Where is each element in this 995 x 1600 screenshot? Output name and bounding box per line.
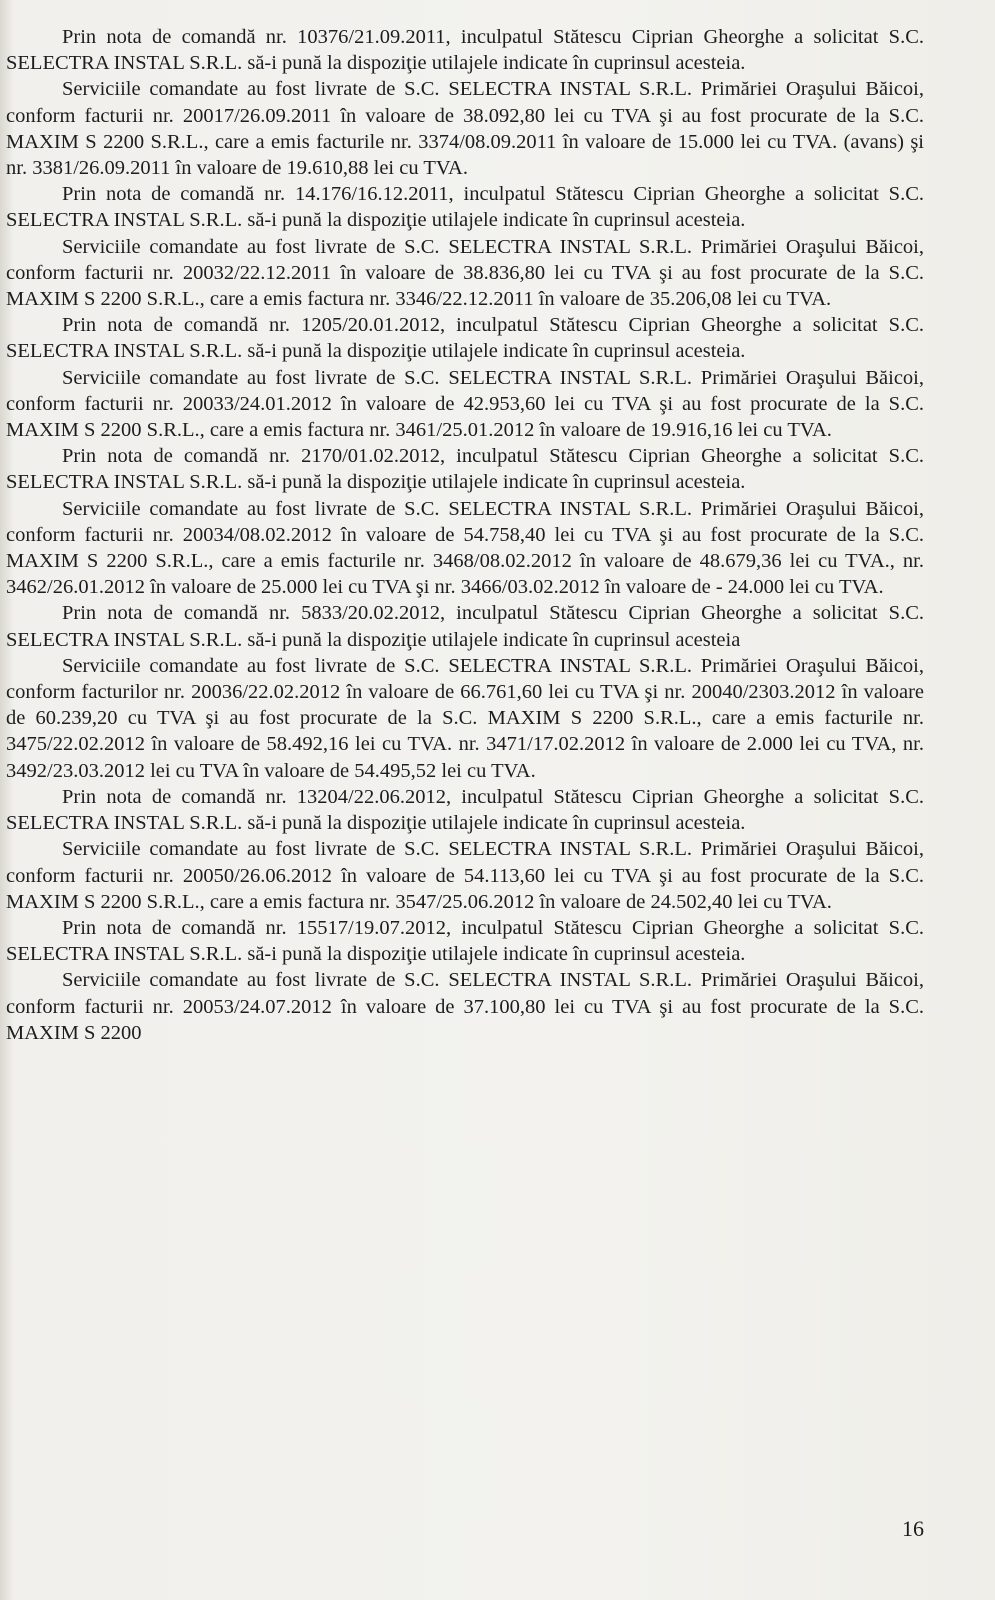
- paragraph-order-7: Prin nota de comandă nr. 15517/19.07.2012, inculpatul Stătescu Ciprian Gheorghe a solicitat S.C. SELECTRA INSTAL S.R.L. să-i pună la dispoziţie utilajele indicate în cuprinsul acesteia.: [6, 916, 924, 966]
- paragraph-order-1: Prin nota de comandă nr. 10376/21.09.2011, inculpatul Stătescu Ciprian Gheorghe a solicitat S.C. SELECTRA INSTAL S.R.L. să-i pună la dispoziţie utilajele indicate în cuprinsul acesteia.: [6, 26, 924, 75]
- paragraph-order-3: Prin nota de comandă nr. 1205/20.01.2012, inculpatul Stătescu Ciprian Gheorghe a solicitat S.C. SELECTRA INSTAL S.R.L. să-i pună la dispoziţie utilajele indicate în cuprinsul acesteia.: [6, 314, 924, 363]
- paragraph-delivery-1: Serviciile comandate au fost livrate de S.C. SELECTRA INSTAL S.R.L. Primăriei Oraşului Băicoi, conform facturii nr. 20017/26.09.2011 în valoare de 38.092,80 lei cu TVA şi au fost procurate de la S.C. MAXIM S 2200 S.R.L., care a emis facturile nr. 3374/08.09.2011 în valoare de 15.000 lei cu TVA. (avans) şi nr. 3381/26.09.2011 în valoare de 19.610,88 lei cu TVA.: [6, 78, 924, 180]
- page-number: 16: [902, 1516, 924, 1541]
- paragraph-order-6: Prin nota de comandă nr. 13204/22.06.2012, inculpatul Stătescu Ciprian Gheorghe a solicitat S.C. SELECTRA INSTAL S.R.L. să-i pună la dispoziţie utilajele indicate în cuprinsul acesteia.: [6, 785, 924, 835]
- paragraph-delivery-2: Serviciile comandate au fost livrate de S.C. SELECTRA INSTAL S.R.L. Primăriei Oraşului Băicoi, conform facturii nr. 20032/22.12.2011 în valoare de 38.836,80 lei cu TVA şi au fost procurate de la S.C. MAXIM S 2200 S.R.L., care a emis factura nr. 3346/22.12.2011 în valoare de 35.206,08 lei cu TVA.: [6, 235, 924, 311]
- paragraph-delivery-7: Serviciile comandate au fost livrate de S.C. SELECTRA INSTAL S.R.L. Primăriei Oraşului Băicoi, conform facturii nr. 20053/24.07.2012 în valoare de 37.100,80 lei cu TVA şi au fost procurate de la S.C. MAXIM S 2200: [6, 969, 924, 1044]
- document-body: [6, 24, 924, 1046]
- paragraph-delivery-3: Serviciile comandate au fost livrate de S.C. SELECTRA INSTAL S.R.L. Primăriei Oraşului Băicoi, conform facturii nr. 20033/24.01.2012 în valoare de 42.953,60 lei cu TVA şi au fost procurate de la S.C. MAXIM S 2200 S.R.L., care a emis factura nr. 3461/25.01.2012 în valoare de 19.916,16 lei cu TVA.: [6, 366, 924, 442]
- paragraph-order-4: Prin nota de comandă nr. 2170/01.02.2012, inculpatul Stătescu Ciprian Gheorghe a solicitat S.C. SELECTRA INSTAL S.R.L. să-i pună la dispoziţie utilajele indicate în cuprinsul acesteia.: [6, 445, 924, 494]
- paragraph-order-5: Prin nota de comandă nr. 5833/20.02.2012, inculpatul Stătescu Ciprian Gheorghe a solicitat S.C. SELECTRA INSTAL S.R.L. să-i pună la dispoziţie utilajele indicate în cuprinsul acesteia: [6, 602, 924, 651]
- paragraph-delivery-6: Serviciile comandate au fost livrate de S.C. SELECTRA INSTAL S.R.L. Primăriei Oraşului Băicoi, conform facturii nr. 20050/26.06.2012 în valoare de 54.113,60 lei cu TVA şi au fost procurate de la S.C. MAXIM S 2200 S.R.L., care a emis factura nr. 3547/25.06.2012 în valoare de 24.502,40 lei cu TVA.: [6, 838, 924, 913]
- paragraph-order-2: Prin nota de comandă nr. 14.176/16.12.2011, inculpatul Stătescu Ciprian Gheorghe a solicitat S.C. SELECTRA INSTAL S.R.L. să-i pună la dispoziţie utilajele indicate în cuprinsul acesteia.: [6, 183, 924, 232]
- paragraph-delivery-4: Serviciile comandate au fost livrate de S.C. SELECTRA INSTAL S.R.L. Primăriei Oraşului Băicoi, conform facturii nr. 20034/08.02.2012 în valoare de 54.758,40 lei cu TVA şi au fost procurate de la S.C. MAXIM S 2200 S.R.L., care a emis facturile nr. 3468/08.02.2012 în valoare de 48.679,36 lei cu TVA., nr. 3462/26.01.2012 în valoare de 25.000 lei cu TVA şi nr. 3466/03.02.2012 în valoare de - 24.000 lei cu TVA.: [6, 497, 924, 599]
- paragraph-delivery-5: Serviciile comandate au fost livrate de S.C. SELECTRA INSTAL S.R.L. Primăriei Oraşului Băicoi, conform facturilor nr. 20036/22.02.2012 în valoare de 66.761,60 lei cu TVA şi nr. 20040/2303.2012 în valoare de 60.239,20 cu TVA şi au fost procurate de la S.C. MAXIM S 2200 S.R.L., care a emis facturile nr. 3475/22.02.2012 în valoare de 58.492,16 lei cu TVA. nr. 3471/17.02.2012 în valoare de 2.000 lei cu TVA, nr. 3492/23.03.2012 lei cu TVA în valoare de 54.495,52 lei cu TVA.: [6, 654, 924, 782]
